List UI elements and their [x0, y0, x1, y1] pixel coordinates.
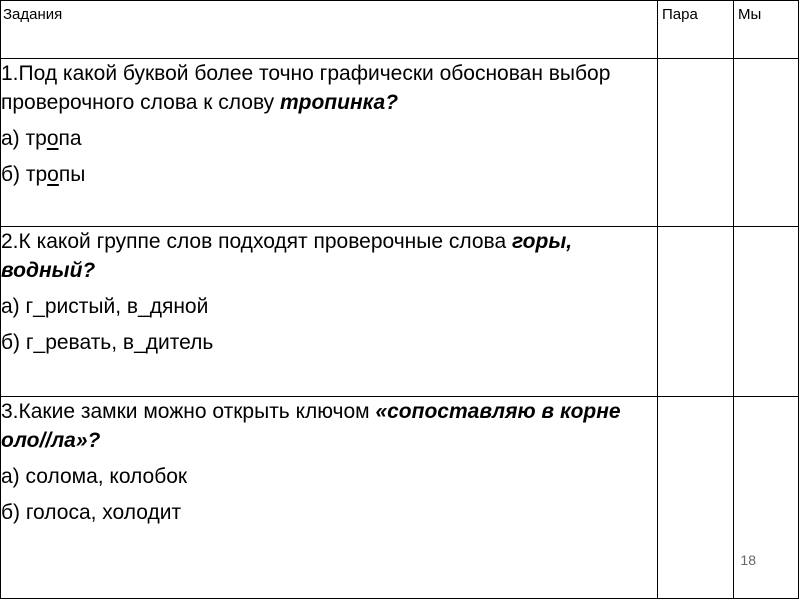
question-2-keyword: горы, водный?	[1, 230, 573, 282]
question-3-text: 3.Какие замки можно открыть ключом «сопоставляю в корне оло//ла»?	[1, 400, 621, 452]
table-header-row	[1, 1, 799, 59]
question-3-keyword: «сопоставляю в корне оло//ла»?	[1, 400, 621, 452]
question-1-pair-cell	[658, 59, 734, 227]
underlined-letter: о	[46, 127, 59, 150]
question-1-we-cell	[734, 59, 799, 227]
question-1-option-a: а) тропа	[1, 127, 82, 150]
question-2-pair-cell	[658, 227, 734, 397]
question-2-cell	[1, 227, 658, 397]
header-we: Мы	[734, 1, 799, 59]
question-2-we-cell	[734, 227, 799, 397]
page-number: 18	[740, 552, 756, 568]
table-row-question-1	[1, 59, 799, 227]
question-2-option-a: а) г_ристый, в_дяной	[1, 295, 209, 318]
question-1-option-b: б) тропы	[1, 163, 86, 186]
question-3-we-cell	[734, 397, 799, 599]
question-3-option-b: б) голоса, холодит	[1, 501, 182, 524]
header-pair: Пара	[658, 1, 734, 59]
question-2-text: 2.К какой группе слов подходят проверочные слова горы, водный?	[1, 230, 573, 282]
table-row-question-2	[1, 227, 799, 397]
table-row-question-3	[1, 397, 799, 599]
question-1-cell	[1, 59, 658, 227]
underlined-letter: о	[47, 163, 59, 186]
header-tasks: Задания	[1, 1, 658, 59]
question-1-keyword: тропинка?	[279, 91, 399, 114]
question-3-pair-cell	[658, 397, 734, 599]
question-3-option-a: а) солома, колобок	[1, 465, 188, 488]
question-2-option-b: б) г_ревать, в_дитель	[1, 331, 214, 354]
question-3-cell	[1, 397, 658, 599]
question-1-text: 1.Под какой буквой более точно графически обоснован выбор проверочного слова к слову тропинка?	[1, 62, 611, 114]
